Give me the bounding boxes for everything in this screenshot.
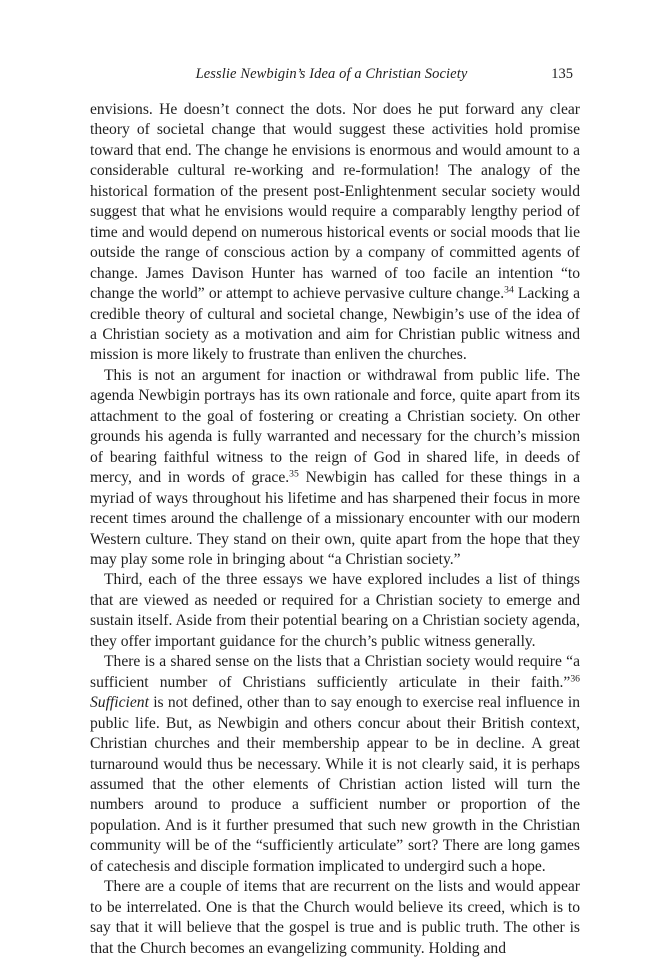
running-header [90,66,573,88]
footnote-reference: 34 [504,284,514,296]
paragraph [90,570,580,652]
text-run: envisions. He doesn’t connect the dots. Nor does he put forward any clear theory of societal change that would suggest these activities hold promise toward that end. The change he envisions is enormous and would amount to a considerable cultural re-working and re-formulation! The analogy of the historical formation of the present post-Enlightenment secular society would suggest that what he envisions would require a comparably lengthy period of time and would depend on numerous historical events or social moods that lie outside the range of conscious action by a company of committed agents of change. James Davison Hunter has warned of too facile an intention “to change the world” or attempt to achieve pervasive culture change. [90,101,580,303]
text-run: Lacking a credible theory of cultural and societal change, Newbigin’s use of the idea of a Christian society as a motivation and aim for Christian public witness and mission is more likely to frustrate than enliven the churches. [90,285,581,364]
paragraph [90,366,580,571]
emphasized-term: Sufficient [90,694,149,712]
text-run: There is a shared sense on the lists that a Christian society would require “a sufficient number of Christians sufficiently articulate in their faith.” [90,653,580,691]
text-run: is not defined, other than to say enough to exercise real influence in public life. But, as Newbigin and others concur about their British context, Christian churches and their membership appear to be in decline. A great turnaround would thus be necessary. While it is not clearly said, it is perhaps assumed that the other elements of Christian action listed will turn the numbers around to produce a sufficient number or proportion of the population. And is it further presumed that such new growth in the Christian community will be of the “sufficiently articulate” sort? There are long games of catechesis and disciple formation implicated to undergird such a hope. [90,694,580,875]
footnote-reference: 36 [570,673,580,685]
body-text [90,100,580,959]
page-number: 135 [551,66,573,82]
text-run: Newbigin has called for these things in a myriad of ways throughout his lifetime and has sharpened their focus in more recent times around the challenge of a missionary encounter with our modern Western culture. They stand on their own, quite apart from the hope that they may play some role in bringing about “a Christian society.” [90,469,580,568]
text-run: There are a couple of items that are recurrent on the lists and would appear to be interrelated. One is that the Church would believe its creed, which is to say that it will believe that the gospel is true and is public truth. The other is that the Church becomes an evangelizing community. Holding and [90,878,580,957]
paragraph [90,877,580,959]
footnote-reference: 35 [289,468,299,480]
paragraph [90,652,580,877]
paragraph [90,100,580,366]
running-title: Lesslie Newbigin’s Idea of a Christian Society [195,66,468,82]
text-run: Third, each of the three essays we have explored includes a list of things that are viewed as needed or required for a Christian society to emerge and sustain itself. Aside from their potential bearing on a Christian society agenda, they offer important guidance for the church’s public witness generally. [90,571,580,650]
text-run: This is not an argument for inaction or withdrawal from public life. The agenda Newbigin portrays has its own rationale and force, quite apart from its attachment to the goal of fostering or creating a Christian society. On other grounds his agenda is fully warranted and necessary for the church’s mission of bearing faithful witness to the reign of God in shared life, in deeds of mercy, and in words of grace. [90,366,580,487]
